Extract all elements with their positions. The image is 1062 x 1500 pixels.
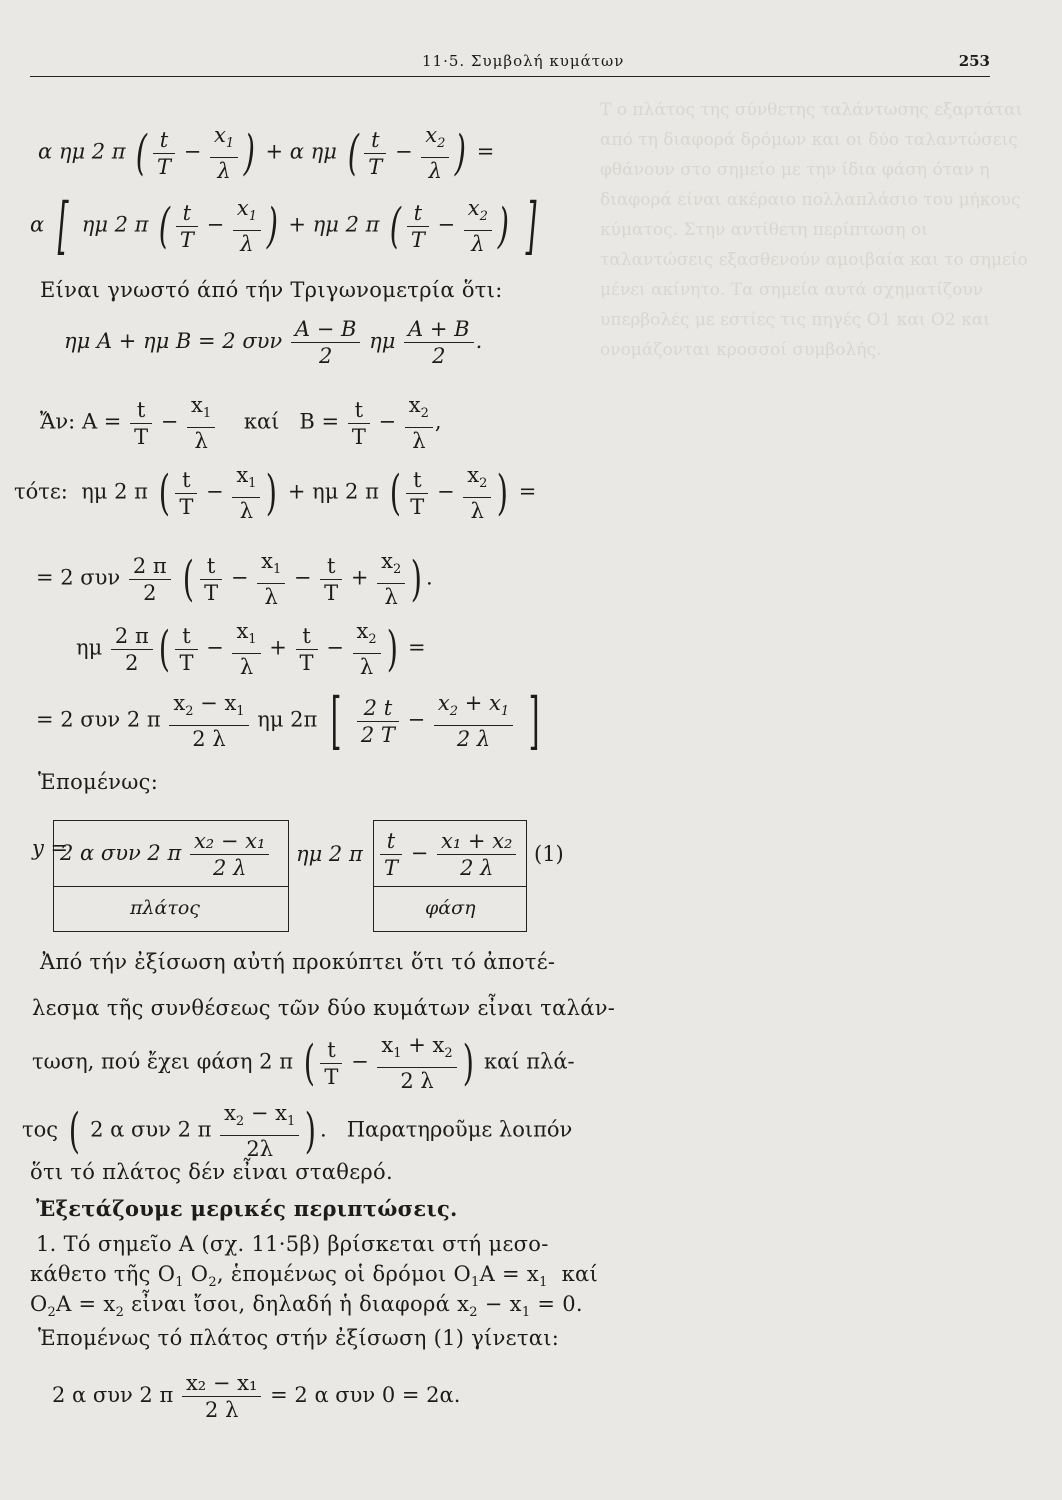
then-label: τότε:: [14, 479, 68, 504]
amplitude-expression: [60, 828, 271, 881]
final-prefix: 2 α συν 2 π: [52, 1383, 174, 1407]
mid-sine: ημ 2 π: [296, 842, 363, 866]
and-label: καί: [243, 409, 280, 434]
text-line-phase: τωση, πού ἔχει φάση 2 π ( $\frac{t}{T}$ − $\frac{x_1 + x_2}{2 \lambda}$ ) καί πλά-: [32, 1033, 575, 1094]
equation-sin-part: ημ $\frac{2 \pi}{2}$ ( $\frac{t}{T}$ − $\frac{x_1}{\lambda}$ + $\frac{t}{T}$ − $\frac{x_2}{\lambda}$ ) =: [76, 619, 426, 680]
phase-den: 2 λ: [460, 856, 494, 880]
phase-num: x₁ + x₂: [437, 828, 516, 855]
item1-d: , ἑπομένως οἱ δρόμοι Ο: [216, 1262, 472, 1286]
equation-cos-part: = 2 συν $\frac{2 \pi}{2}$ ( $\frac{t}{T}$ − $\frac{x_1}{\lambda}$ − $\frac{t}{T}$ + $\frac{x_2}{\lambda}$ ) .: [36, 549, 433, 610]
text-line: Είναι γνωστό άπό τήν Τριγωνομετρία ὅτι:: [40, 278, 503, 302]
amp-den: 2 λ: [213, 856, 247, 880]
item1-j: − x: [484, 1292, 522, 1316]
text-line-item1b: κάθετο τῆς $O_1$ $O_2$, ἑπομένως οἱ δρόμοι $O_1A = x_1$ καί: [30, 1262, 599, 1291]
final-num: x₂ − x₁: [182, 1370, 261, 1397]
equation-definitions: Ἄν: A = $\frac{t}{T}$ − $\frac{x_1}{\lambda}$ καί B = $\frac{t}{T}$ − $\frac{x_2}{\lambda}$ ,: [40, 393, 442, 454]
text-line-item1c: $O_2A = x_2$ εἶναι ἴσοι, δηλαδή ἡ διαφορά $x_2 - x_1 = 0$.: [30, 1292, 583, 1321]
para3-a: τωση, πού ἔχει φάση: [32, 1049, 253, 1074]
section-title: 11·5. Συμβολή κυμάτων: [422, 52, 625, 70]
eq-lhs: y =: [32, 836, 69, 860]
amplitude-divider: [53, 886, 289, 887]
if-label: Ἄν:: [40, 409, 76, 434]
equation-factored: α [ ημ 2 π ( $\frac{t}{T}$ − $\frac{x_1}{\lambda}$ ) + ημ 2 π ( $\frac{t}{T}$ − $\frac{x_2}{\lambda}$ ) ]: [30, 189, 537, 263]
equation-then: τότε: ημ 2 π ( $\frac{t}{T}$ − $\frac{x_1}{\lambda}$ ) + ημ 2 π ( $\frac{t}{T}$ − $\frac{x_2}{\lambda}$ ) =: [14, 463, 537, 524]
text-line: ὅτι τό πλάτος δέν εἶναι σταθερό.: [30, 1160, 393, 1184]
text-line: 1. Τό σημεῖο Α (σχ. 11·5β) βρίσκεται στή μεσο-: [36, 1232, 549, 1256]
page-header: [30, 52, 990, 77]
phase-T: T: [384, 856, 399, 880]
equation-trig-identity: ημ A + ημ B = 2 συν $\frac{A - B}{2}$ ημ $\frac{A + B}{2}$ .: [64, 317, 483, 368]
item1-i: εἶναι ἴσοι, δηλαδή ἡ διαφορά x: [131, 1292, 470, 1316]
item1-h: Α = x: [56, 1292, 116, 1316]
phase-divider: [373, 886, 527, 887]
bleed-through-text: Τ ο πλάτος της σύνθετης ταλάντωσης εξαρτάται από τη διαφορά δρόμων και οι δύο ταλαντώσεις φθάνουν στο σημείο με την ίδια φάση όταν η διαφορά είναι ακέραιο πολλαπλάσιο του μήκους κύματος. Στην αντίθετη περίπτωση οι ταλαντώσεις εξασθενούν αμοιβαία και το σημείο μένει ακίνητο. Τα σημεία αυτά σχηματίζουν υπερβολές με εστίες τις πηγές Ο1 και Ο2 και ονομάζονται κροσσοί συμβολής.: [600, 100, 1028, 360]
section-heading: Ἐξετάζουμε μερικές περιπτώσεις.: [36, 1196, 458, 1221]
phase-minus: −: [410, 841, 429, 865]
item1-e: Α = x: [479, 1262, 540, 1286]
item1-b: κάθετο τῆς Ο: [30, 1262, 176, 1286]
page-number: 253: [958, 52, 990, 70]
item1-k: = 0.: [537, 1292, 583, 1316]
amplitude-label: πλάτος: [130, 897, 200, 919]
text-line: λεσμα τῆς συνθέσεως τῶν δύο κυμάτων εἶναι ταλάν-: [32, 996, 616, 1020]
para4-b: Παρατηροῦμε λοιπόν: [346, 1117, 573, 1142]
equation-simplified: = 2 συν 2 π $\frac{x_2 - x_1}{2 \lambda}$ ημ 2π [ $\frac{2 t}{2 T}$ − $\frac{x_2 + x_1}{2 \lambda}$ ]: [36, 684, 540, 758]
phase-label: φάση: [425, 897, 476, 919]
final-equation: [52, 1370, 460, 1423]
equation-number: (1): [534, 842, 564, 866]
item1-f: καί: [561, 1262, 599, 1286]
amp-num: x₂ − x₁: [190, 828, 269, 855]
text-line-amplitude: τος ( 2 α συν 2 π $\frac{x_2 - x_1}{2\lambda}$ ) . Παρατηροῦμε λοιπόν: [22, 1101, 573, 1162]
para4-a: τος: [22, 1117, 59, 1142]
final-suffix: = 2 α συν 0 = 2α.: [270, 1383, 461, 1407]
text-line: Ἀπό τήν ἐξίσωση αὐτή προκύπτει ὅτι τό ἀποτέ-: [40, 950, 556, 974]
phase-t: t: [380, 828, 402, 855]
equation-sum-sines: α ημ 2 π ( $\frac{t}{T}$ − $\frac{x_1}{\lambda}$ ) + α ημ ( $\frac{t}{T}$ − $\frac{x_2}{\lambda}$ ) =: [38, 123, 495, 184]
text-line: Ἑπομένως:: [38, 770, 159, 794]
item1-c: Ο: [190, 1262, 209, 1286]
amp-prefix: 2 α συν 2 π: [60, 841, 182, 865]
final-den: 2 λ: [205, 1398, 239, 1422]
para3-b: καί πλά-: [484, 1049, 575, 1074]
item1-g: Ο: [30, 1292, 48, 1316]
phase-expression: [378, 828, 518, 881]
text-line: Ἑπομένως τό πλάτος στήν ἐξίσωση (1) γίνεται:: [38, 1326, 560, 1350]
